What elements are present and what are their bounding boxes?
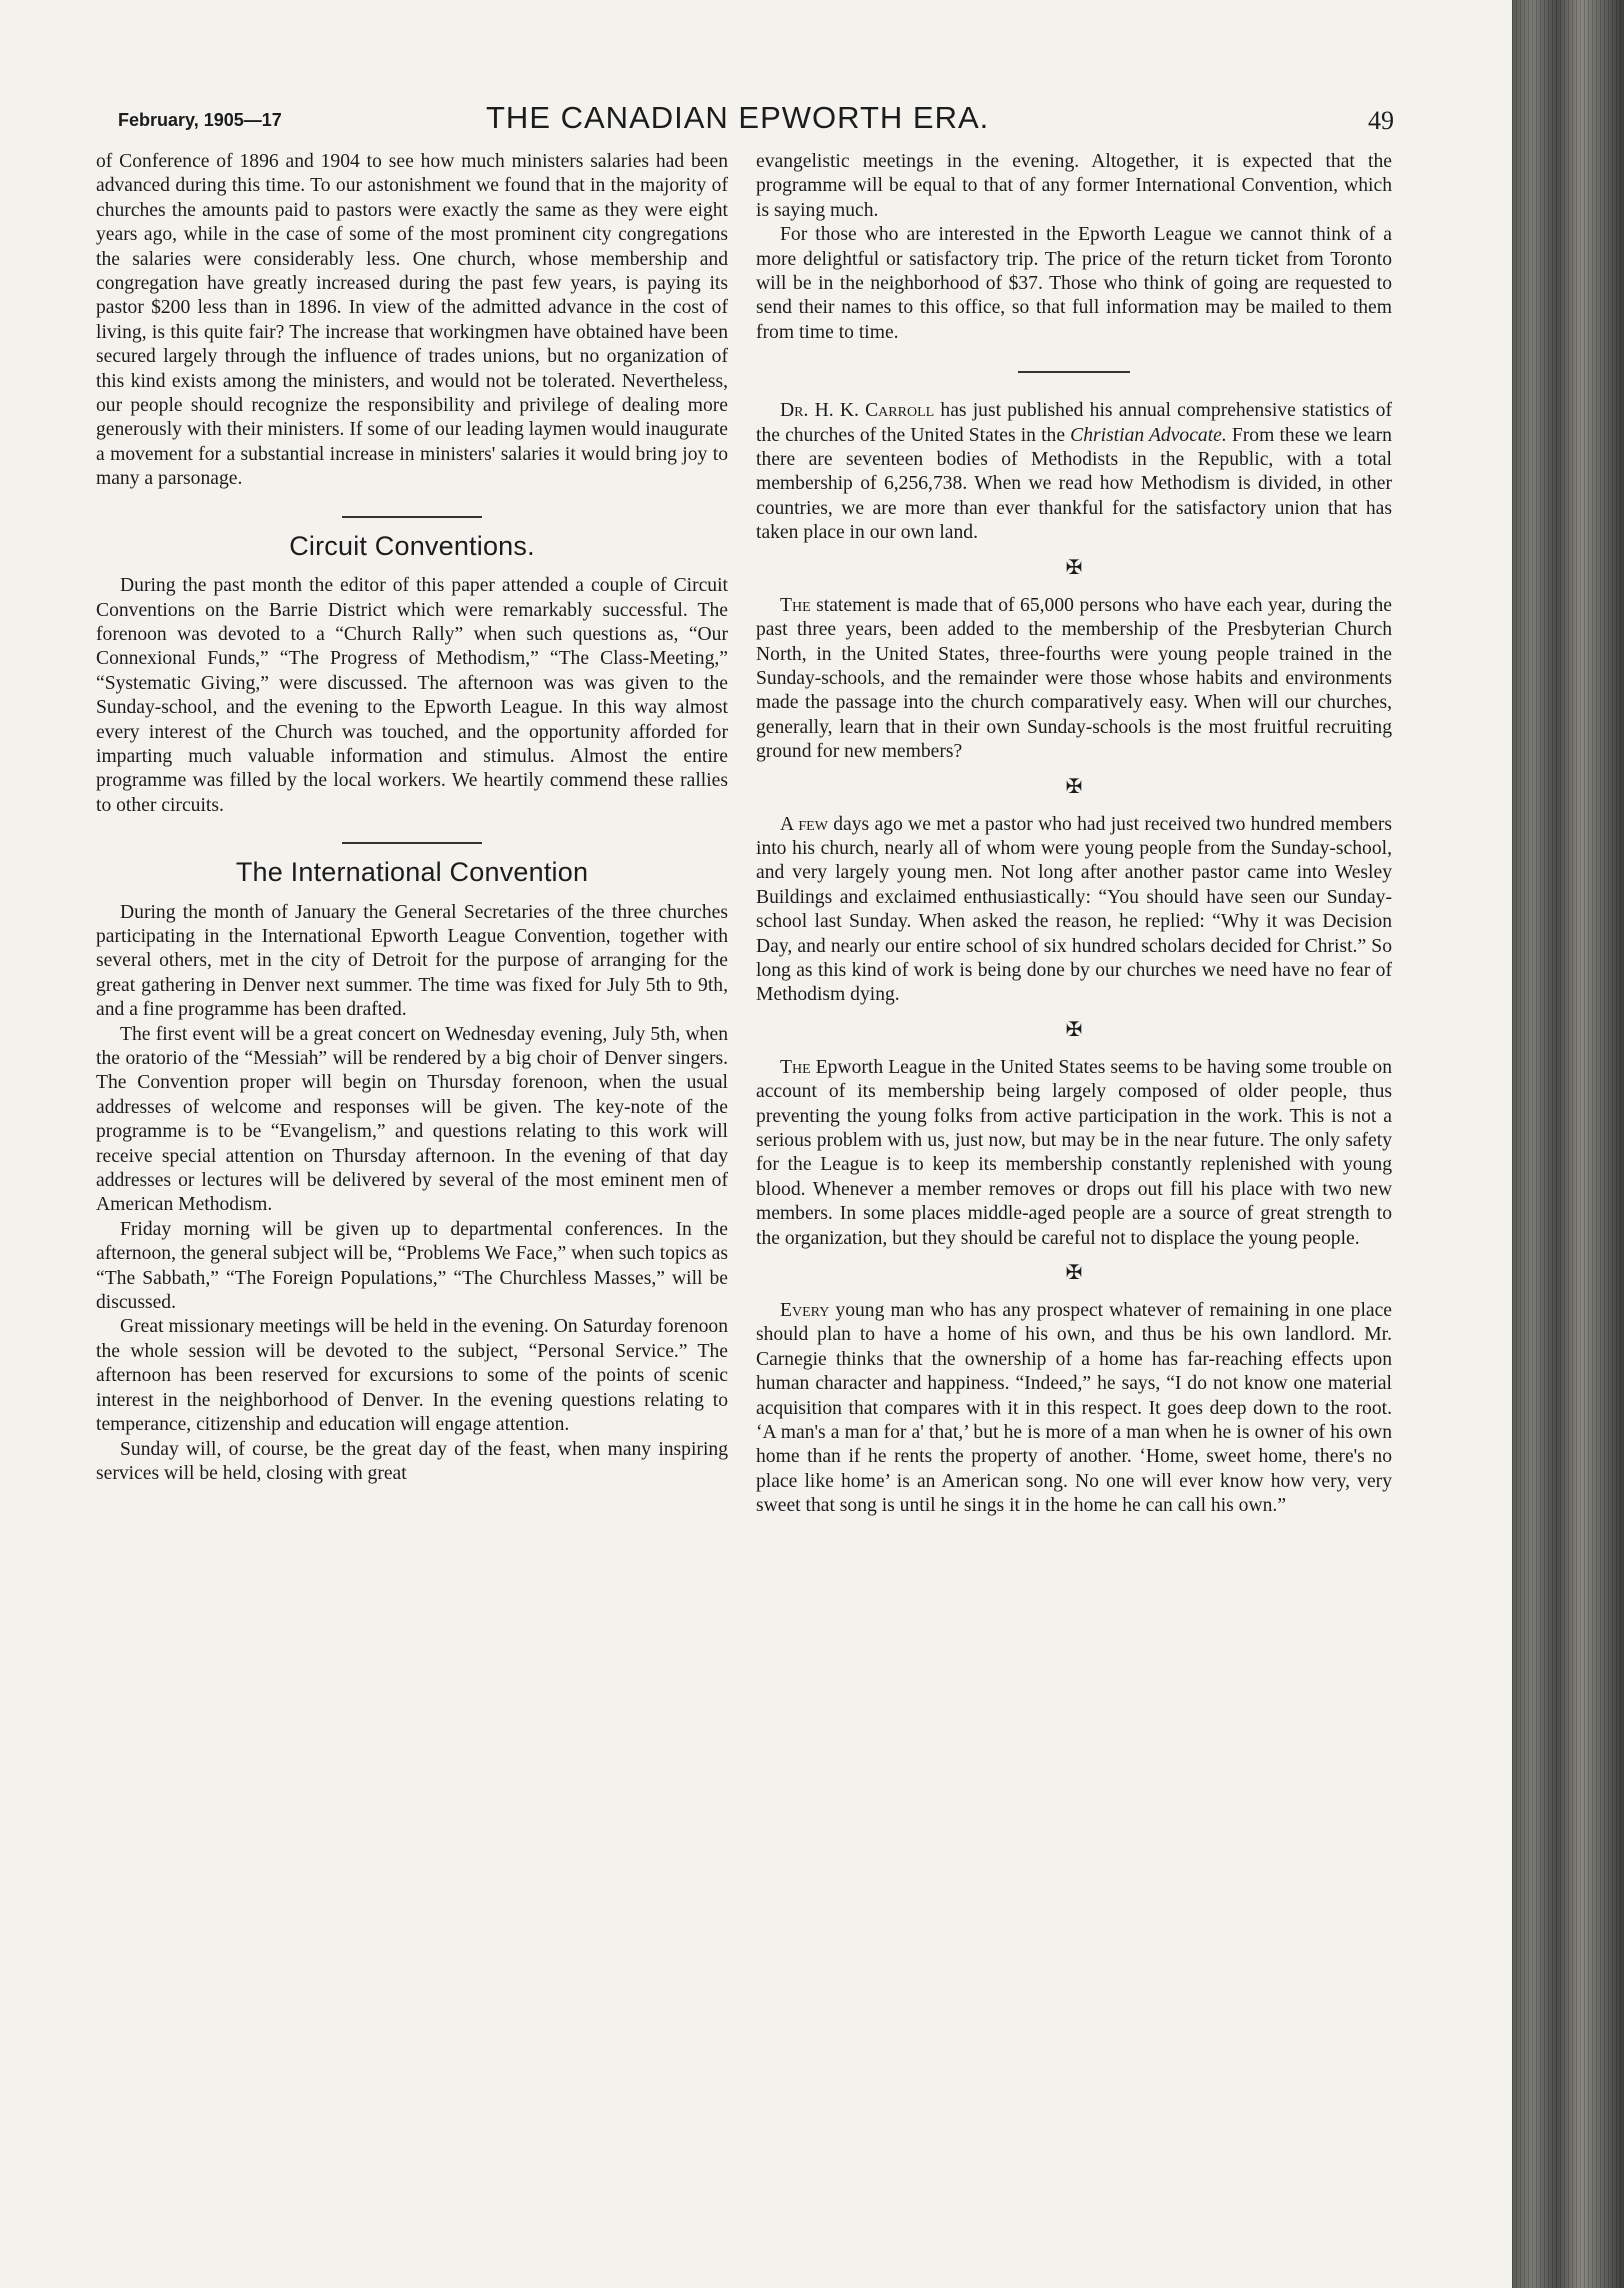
- italic-title: Christian Advocate.: [1070, 424, 1227, 446]
- lead-words: Dr. H. K. Carroll: [780, 400, 935, 422]
- issue-date: February, 1905—17: [118, 110, 282, 130]
- convention-paragraph: Great missionary meetings will be held in the evening. On Saturday forenoon the whole session will be devoted to the subject, “Personal Service.” The afternoon has been reserved for excursions to some of the points of scenic interest in the neighborhood of Denver. In the evening questions relating to temperance, citizenship and education will engage attention.: [96, 1316, 728, 1436]
- convention-paragraph: During the month of January the General Secretaries of the three churches participating in the International Epworth League Convention, together with several others, met in the city of Detroit for the purpose of arranging for the great gathering in Denver next summer. The time was fixed for July 5th to 9th, and a fine programme has been drafted.: [96, 901, 728, 1021]
- home-ownership-paragraph: Every young man who has any prospect whatever of remaining in one place should plan to have a home of his own, and thus be his own landlord. Mr. Carnegie thinks that the ownership of a home has far-reaching effects upon human character and happiness. “Indeed,” he says, “I do not know one material acquisition that compares with it in this respect. It goes deep down to the root. ‘A man's a man for a' that,’ but he is more of a man when he is owner of his own home than if he rents the property of another. ‘Home, sweet home, there's no place like home’ is an American song. No one will ever know how very, very sweet that song is until he sings it in the home he can call his own.”: [756, 1300, 1392, 1517]
- convention-paragraph: The first event will be a great concert on Wednesday evening, July 5th, when the oratorio of the “Messiah” will be rendered by a big choir of Denver singers. The Convention proper will begin on Thursday forenoon, when the usual addresses of welcome and responses will be given. The key-note of the programme is to be “Evangelism,” and questions relating to this work will receive special attention on Thursday afternoon. In the evening of that day addresses or lectures will be delivered by several of the most eminent men of American Methodism.: [96, 1023, 728, 1216]
- cross-ornament-icon: ✠: [1065, 1262, 1083, 1285]
- section-divider: [342, 516, 482, 518]
- decision-day-paragraph: A few days ago we met a pastor who had just received two hundred members into his church, nearly all of whom were young people from the Sunday-school, and very largely young men. Not long after another pastor came into Wesley Buildings and exclaimed enthusiastically: “You should have seen our Sunday-school last Sunday. When asked the reason, he replied: “Why it was Decision Day, and nearly our entire school of six hundred scholars decided for Christ.” So long as this kind of work is being done by our churches we need have no fear of Methodism dying.: [756, 813, 1392, 1006]
- page-number: 49: [1368, 106, 1394, 135]
- left-column: [96, 150, 728, 1486]
- lead-words: Every: [780, 1300, 830, 1322]
- presbyterian-paragraph: The statement is made that of 65,000 persons who have each year, during the past three years, been added to the membership of the Presbyterian Church North, in the United States, three-fourths were young people trained in the Sunday-schools, and the remainder were those whose habits and environments made the passage into the church comparatively easy. When will our churches, generally, learn that in their own Sunday-schools is the most fruitful recruiting ground for new members?: [756, 594, 1392, 763]
- section-divider: [1018, 371, 1130, 373]
- convention-paragraph: Friday morning will be given up to departmental conferences. In the afternoon, the general subject will be, “Problems We Face,” when such topics as “The Sabbath,” “The Foreign Populations,” “The Churchless Masses,” will be discussed.: [96, 1218, 728, 1314]
- carroll-paragraph: Dr. H. K. Carroll has just published his annual comprehensive statistics of the churches of the United States in the Christian Advocate. From these we learn there are seventeen bodies of Methodists in the Republic, with a total membership of 6,256,738. When we read how Methodism is divided, in other countries, we are more than ever thankful for the satisfactory union that has taken place in our own land.: [756, 400, 1392, 544]
- circuit-conventions-paragraph: During the past month the editor of this paper attended a couple of Circuit Conventions on the Barrie District which were remarkably successful. The forenoon was devoted to a “Church Rally” when such questions as, “Our Connexional Funds,” “The Progress of Methodism,” “The Class-Meeting,” “Systematic Giving,” were discussed. The afternoon was was given to the Sunday-school, and the evening to the Epworth League. In this way almost every interest of the Church was touched, and the opportunity afforded for imparting much valuable information and stimulus. Almost the entire programme was filled by the local workers. We heartily commend these rallies to other circuits.: [96, 575, 728, 816]
- cross-ornament-icon: ✠: [1065, 775, 1083, 798]
- convention-continued-paragraph: evangelistic meetings in the evening. Altogether, it is expected that the programme will be equal to that of any former International Convention, which is saying much.: [756, 151, 1392, 221]
- cross-ornament-icon: ✠: [1065, 1018, 1083, 1041]
- lead-words: The: [780, 594, 811, 616]
- epworth-league-paragraph: The Epworth League in the United States seems to be having some trouble on account of its membership being largely composed of older people, thus preventing the young folks from active participation in the work. This is not a serious problem with us, just now, but may be in the near future. The only safety for the League is to keep its membership constantly replenished with young blood. Whenever a member removes or drops out fill his place with two new members. In some places middle-aged people are a source of great strength to the organization, but they should be careful not to displace the young people.: [756, 1056, 1392, 1249]
- lead-words: The: [780, 1056, 811, 1078]
- ministers-salaries-paragraph: of Conference of 1896 and 1904 to see how much ministers salaries had been advanced during this time. To our astonishment we found that in the majority of churches the amounts paid to pastors were exactly the same as they were eight years ago, while in the case of some of the most prominent city congregations the salaries were considerably less. One church, whose membership and congregation have greatly increased during the past few years, is paying its pastor $200 less than in 1896. In view of the admitted advance in the cost of living, is this quite fair? The increase that workingmen have obtained have been secured largely through the influence of trades unions, but no organization of this kind exists among the ministers, and would not be tolerated. Nevertheless, our people should recognize the responsibility and privilege of dealing more generously with their ministers. If some of our leading laymen would inaugurate a movement for a substantial increase in ministers' salaries it would bring joy to many a parsonage.: [96, 151, 728, 490]
- cross-ornament-icon: ✠: [1065, 556, 1083, 579]
- convention-paragraph: Sunday will, of course, be the great day of the feast, when many inspiring services will be held, closing with great: [96, 1438, 728, 1484]
- right-column: [756, 150, 1392, 1519]
- publication-title: THE CANADIAN EPWORTH ERA.: [486, 100, 990, 135]
- lead-words: A few: [780, 813, 828, 835]
- international-convention-heading: The International Convention: [235, 857, 589, 888]
- page-header: [118, 100, 1394, 144]
- trip-paragraph: For those who are interested in the Epworth League we cannot think of a more delightful or satisfactory trip. The price of the return ticket from Toronto will be in the neighborhood of $37. Those who think of going are requested to send their names to this office, so that full information may be mailed to them from time to time.: [756, 224, 1392, 343]
- circuit-conventions-heading: Circuit Conventions.: [289, 530, 535, 561]
- section-divider: [342, 842, 482, 844]
- book-spine-edge: [1512, 0, 1624, 2288]
